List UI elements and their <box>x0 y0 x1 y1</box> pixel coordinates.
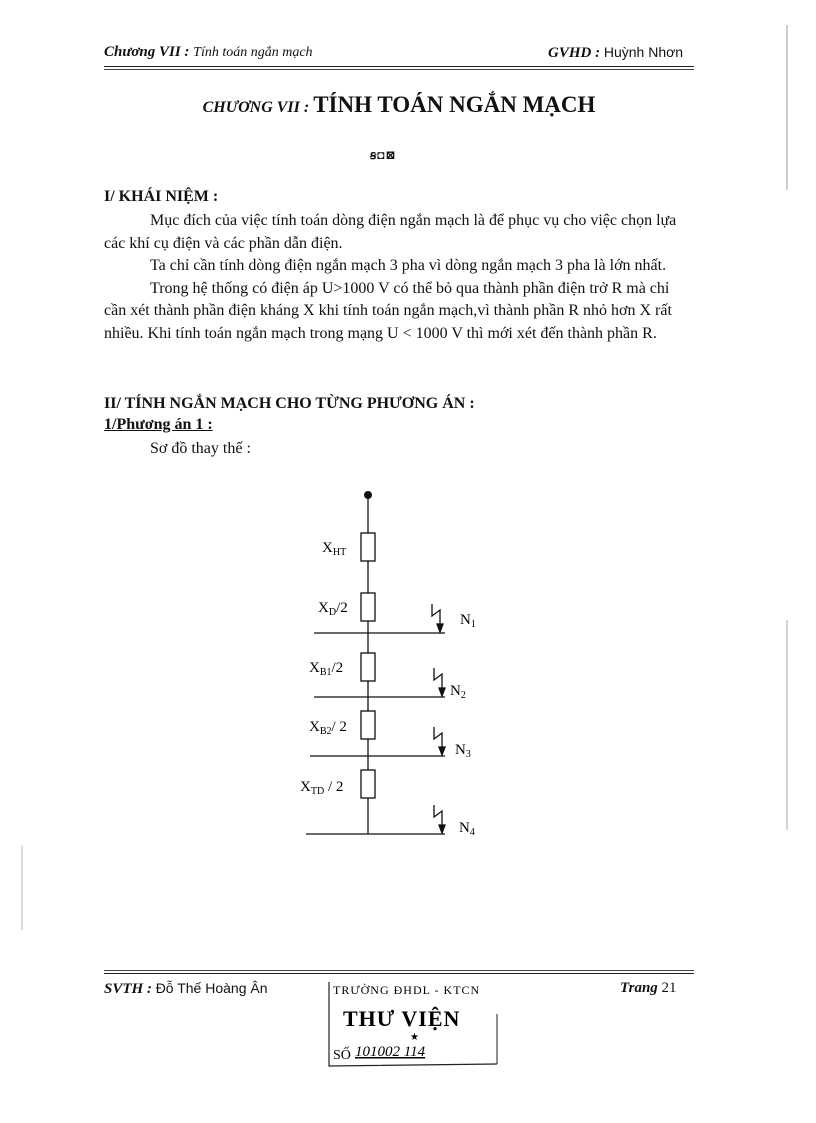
section1-heading: I/ KHÁI NIỆM : <box>104 188 219 205</box>
label-xb2: $X_{B2}/$ 2 <box>309 719 347 737</box>
impedance-td <box>361 770 375 798</box>
section1-paragraph-3: Trong hệ thống có điện áp U>1000 V có thể bỏ qua thành phần điện trở R mà chỉ cần xét thành phần điện kháng X khi tính toán ngắn mạch,vì thành phần R nhỏ hơn X rất nhiều. Khi tính toán ngắn mạch trong mạng U < 1000 V thì mới xét đến thành phần R. <box>104 279 672 342</box>
label-n3: $N_3$ <box>455 742 471 760</box>
title-ornament: ꞩ◘⊠ <box>370 148 397 162</box>
impedance-b2 <box>361 711 375 739</box>
stamp-line1: TRƯỜNG ĐHDL - KTCN <box>333 983 481 997</box>
fault-arrowhead-n3 <box>439 747 445 755</box>
diagram-caption: Sơ đồ thay thế : <box>150 440 251 457</box>
subsection-number: 1 <box>104 416 112 433</box>
impedance-b1 <box>361 653 375 681</box>
fault-arrowhead-n1 <box>437 624 443 632</box>
stamp-line2: THƯ VIỆN <box>343 1006 461 1031</box>
label-n1: $N_1$ <box>460 612 476 630</box>
label-n2: $N_2$ <box>450 683 466 701</box>
stamp-star-icon: ★ <box>410 1032 419 1043</box>
title-main: TÍNH TOÁN NGẮN MẠCH <box>313 92 596 117</box>
title-prefix: CHƯƠNG VII : <box>202 99 310 116</box>
footer-page-label: Trang <box>620 980 658 996</box>
label-xb1: $X_{B1}/2$ <box>309 660 344 678</box>
stamp-line3-label: SỐ <box>333 1048 351 1063</box>
fault-arrowhead-n2 <box>439 688 445 696</box>
header-advisor-label: GVHD : <box>548 45 601 61</box>
fault-symbols <box>432 604 445 833</box>
label-n4: $N_4$ <box>459 820 475 838</box>
footer-student-label: SVTH : <box>104 981 152 997</box>
header-chapter-label: Chương VII : <box>104 44 190 60</box>
footer-student <box>104 980 268 998</box>
section1-paragraph-1: Mục đích của việc tính toán dòng điện ngắn mạch là để phục vụ cho việc chọn lựa các khí cụ điện và các phần dẫn điện. <box>104 212 677 252</box>
fault-arrowhead-n4 <box>439 825 445 833</box>
label-xht: $X_{HT}$ <box>322 540 347 558</box>
impedance-ht <box>361 533 375 561</box>
subsection-title: /Phương án 1 : <box>112 416 213 433</box>
footer-rule-thin <box>104 970 694 971</box>
library-stamp <box>325 974 500 1070</box>
header-chapter-topic: Tính toán ngắn mạch <box>193 45 313 60</box>
label-xd: $X_D/2$ <box>318 600 348 618</box>
footer-page <box>620 980 677 997</box>
label-xtd: $X_{TD} / 2$ <box>300 779 344 797</box>
header-advisor-name: Huỳnh Nhơn <box>603 44 684 60</box>
impedance-d <box>361 593 375 621</box>
footer-student-name: Đỗ Thế Hoàng Ân <box>155 980 268 996</box>
footer-page-number: 21 <box>661 980 677 996</box>
section1-paragraph-2: Ta chỉ cần tính dòng điện ngắn mạch 3 pha vì dòng ngắn mạch 3 pha là lớn nhất. <box>150 257 667 274</box>
stamp-line3-value: 101002 114 <box>355 1044 426 1060</box>
section2-heading: II/ TÍNH NGẮN MẠCH CHO TỪNG PHƯƠNG ÁN : <box>104 395 475 412</box>
